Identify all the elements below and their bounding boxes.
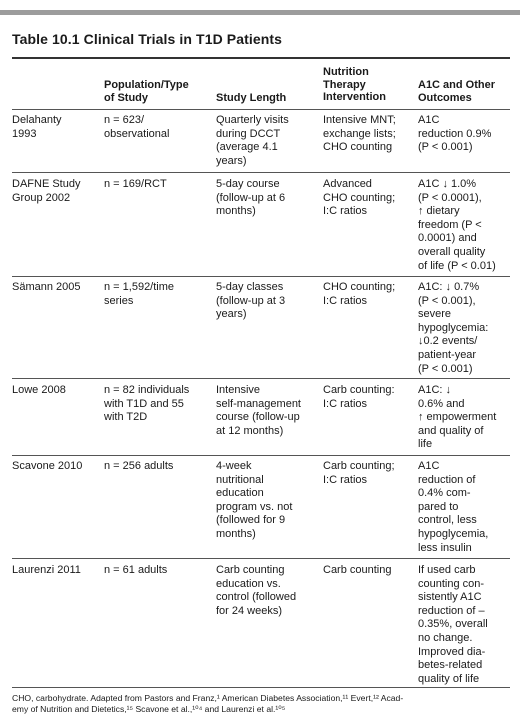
table-row-3-intervention: CHO counting; I:C ratios [323,281,396,307]
table-row-6-study: Laurenzi 2011 [12,564,81,576]
table-row-5-length: 4-week nutritional education program vs. not (followed for 9 months) [216,460,293,540]
table-row-3-outcomes: A1C: ↓ 0.7% (P < 0.001), severe hypoglycemia: ↓0.2 events/ patient-year (P < 0.001) [418,281,489,375]
table-row-6-length: Carb counting education vs. control (followed for 24 weeks) [216,564,297,617]
table-row-6-intervention: Carb counting [323,564,392,576]
row-divider [12,558,510,559]
table-row-3-population: n = 1,592/time series [104,281,175,307]
header-top-rule [12,57,510,59]
table-row-4-intervention: Carb counting: I:C ratios [323,384,395,410]
table-row-1-intervention: Intensive MNT; exchange lists; CHO counting [323,114,396,154]
table-row-3-study: Sämann 2005 [12,281,81,293]
table-row-4-study: Lowe 2008 [12,384,66,396]
header-bottom-rule [12,109,510,110]
table-title: Table 10.1 Clinical Trials in T1D Patients [12,31,283,47]
row-divider [12,455,510,456]
row-divider [12,276,510,277]
row-divider [12,378,510,379]
header-population: Population/Type of Study [104,79,189,104]
table-row-2-outcomes: A1C ↓ 1.0% (P < 0.0001), ↑ dietary freedom (P < 0.0001) and overall quality of life (P < 0.01) [418,178,496,272]
table-row-4-population: n = 82 individuals with T1D and 55 with T2D [104,384,190,424]
table-row-5-population: n = 256 adults [104,460,174,472]
row-divider [12,172,510,173]
table-row-5-outcomes: A1C reduction of 0.4% com- pared to control, less hypoglycemia, less insulin [418,460,489,554]
table-row-1-length: Quarterly visits during DCCT (average 4.1 years) [216,114,289,167]
table-row-1-outcomes: A1C reduction 0.9% (P < 0.001) [418,114,492,154]
table-row-2-population: n = 169/RCT [104,178,167,190]
table-row-5-intervention: Carb counting; I:C ratios [323,460,395,486]
table-row-5-study: Scavone 2010 [12,460,83,472]
table-row-3-length: 5-day classes (follow-up at 3 years) [216,281,286,321]
table-row-1-study: Delahanty 1993 [12,114,62,140]
table-row-4-length: Intensive self-management course (follow-up at 12 months) [216,384,301,437]
header-study-length: Study Length [216,92,287,104]
table-row-2-study: DAFNE Study Group 2002 [12,178,81,204]
table-bottom-rule [12,687,510,688]
top-color-bar [0,10,520,15]
header-intervention: Nutrition Therapy Intervention [323,66,386,104]
table-footnote: CHO, carbohydrate. Adapted from Pastors and Franz,¹ American Diabetes Association,¹¹ Evert,¹² Acad- emy of Nutrition and Dietetics,¹⁵ Scavone et al.,¹⁰⁴ and Laurenzi et al.¹⁰⁵ [12,693,404,714]
table-row-1-population: n = 623/ observational [104,114,170,140]
table-row-4-outcomes: A1C: ↓ 0.6% and ↑ empowerment and quality of life [418,384,497,451]
table-row-2-length: 5-day course (follow-up at 6 months) [216,178,286,218]
table-row-2-intervention: Advanced CHO counting; I:C ratios [323,178,396,218]
header-outcomes: A1C and Other Outcomes [418,79,496,104]
table-row-6-outcomes: If used carb counting con- sistently A1C reduction of – 0.35%, overall no change. Improved dia- betes-related quality of life [418,564,488,685]
table-row-6-population: n = 61 adults [104,564,168,576]
